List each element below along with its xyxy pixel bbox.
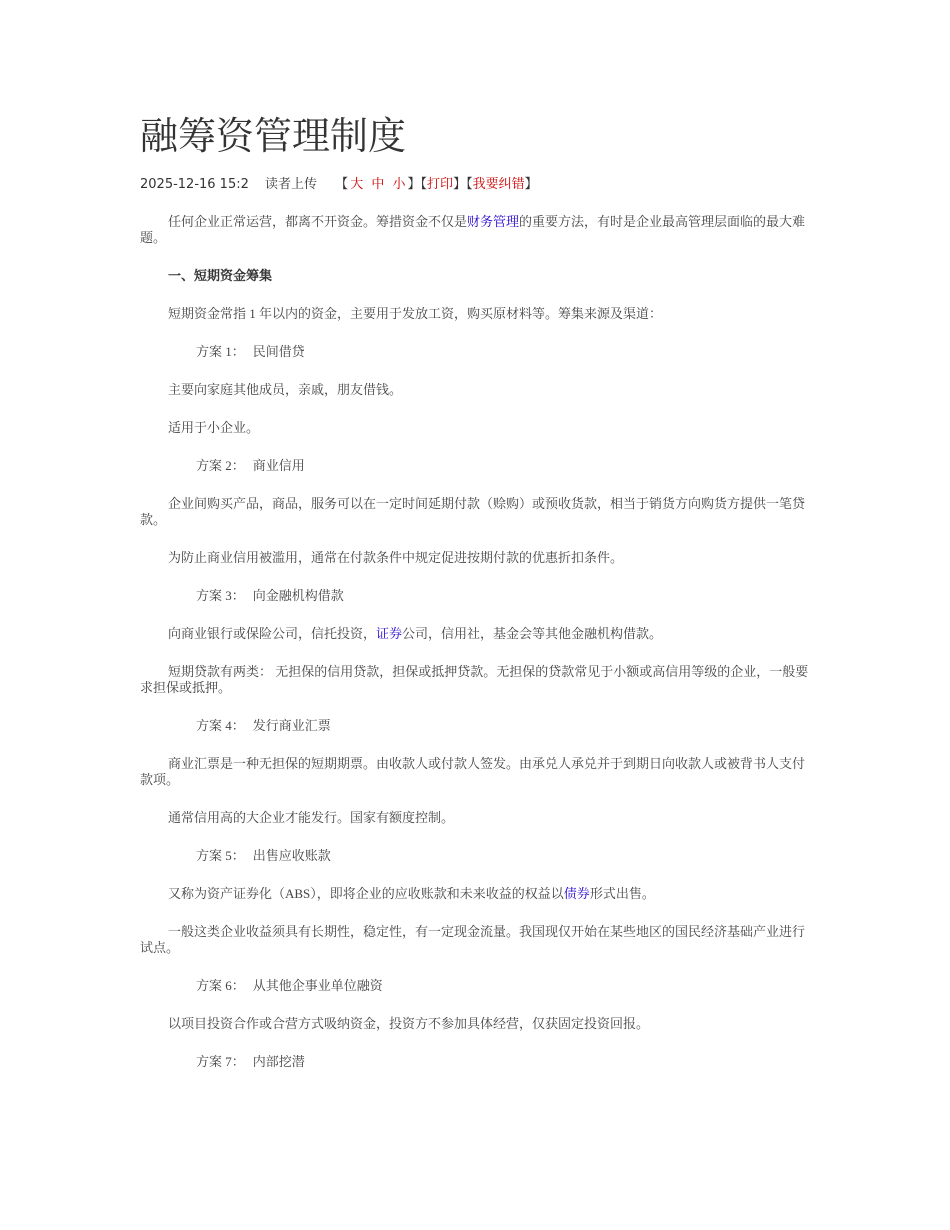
bracket: 【	[466, 177, 473, 192]
finance-management-link[interactable]: 财务管理	[467, 214, 520, 229]
article-body	[140, 214, 812, 1070]
article-title: 融筹资管理制度	[140, 114, 407, 158]
author-label: 读者上传	[265, 177, 318, 192]
paragraph: 适用于小企业。	[168, 420, 260, 435]
paragraph: 通常信用高的大企业才能发行。国家有额度控制。	[168, 810, 455, 825]
article-meta	[140, 176, 812, 194]
plan-heading: 方案 5： 出售应收账款	[196, 848, 331, 863]
paragraph: 以项目投资合作或合营方式吸纳资金，投资方不参加具体经营，仅获固定投资回报。	[168, 1016, 650, 1031]
paragraph: 又称为资产证券化（ABS），即将企业的应收账款和未来收益的权益以债券形式出售。	[168, 886, 655, 901]
bracket: 】	[524, 177, 538, 192]
paragraph: 向商业银行或保险公司，信托投资，证券公司，信用社，基金会等其他金融机构借款。	[168, 626, 663, 641]
font-size-large-link[interactable]: 大	[350, 177, 364, 192]
plan-heading: 方案 7： 内部挖潜	[196, 1054, 305, 1069]
paragraph: 商业汇票是一种无担保的短期期票。由收款人或付款人签发。由承兑人承兑并于到期日向收款人或被背书人支付款项。	[140, 756, 806, 787]
publish-date: 2025-12-16 15:2	[140, 177, 249, 192]
article	[140, 108, 812, 1092]
paragraph: 为防止商业信用被滥用，通常在付款条件中规定促进按期付款的优惠折扣条件。	[168, 550, 624, 565]
bonds-link[interactable]: 债券	[563, 886, 590, 901]
plan-heading: 方案 1： 民间借贷	[196, 344, 305, 359]
bracket: 【	[335, 177, 349, 192]
print-link[interactable]: 打印	[427, 177, 454, 192]
paragraph: 短期资金常指 1 年以内的资金，主要用于发放工资，购买原材料等。筹集来源及渠道：	[168, 306, 663, 321]
article-tools	[335, 177, 537, 192]
plan-heading: 方案 4： 发行商业汇票	[196, 718, 331, 733]
paragraph: 主要向家庭其他成员，亲戚，朋友借钱。	[168, 382, 403, 397]
securities-link[interactable]: 证券	[376, 626, 403, 641]
bracket: 】	[453, 177, 467, 192]
plan-heading: 方案 3： 向金融机构借款	[196, 588, 344, 603]
plan-heading: 方案 2： 商业信用	[196, 458, 305, 473]
paragraph: 短期贷款有两类： 无担保的信用贷款，担保或抵押贷款。无担保的贷款常见于小额或高信用等级的企业，一般要求担保或抵押。	[140, 664, 809, 695]
bracket: 【	[420, 177, 428, 192]
paragraph: 企业间购买产品，商品，服务可以在一定时间延期付款（赊购）或预收货款，相当于销货方向购货方提供一笔贷款。	[140, 496, 806, 527]
font-size-small-link[interactable]: 小	[392, 177, 406, 192]
paragraph: 一般这类企业收益须具有长期性，稳定性，有一定现金流量。我国现仅开始在某些地区的国民经济基础产业进行试点。	[140, 924, 806, 955]
section-heading: 一、短期资金筹集	[168, 268, 273, 283]
paragraph-intro: 任何企业正常运营，都离不开资金。筹措资金不仅是财务管理的重要方法，有时是企业最高管理层面临的最大难题。	[140, 214, 806, 245]
report-error-link[interactable]: 我要纠错	[472, 177, 525, 192]
font-size-medium-link[interactable]: 中	[371, 177, 385, 192]
bracket: 】	[407, 177, 421, 192]
plan-heading: 方案 6： 从其他企事业单位融资	[196, 978, 383, 993]
